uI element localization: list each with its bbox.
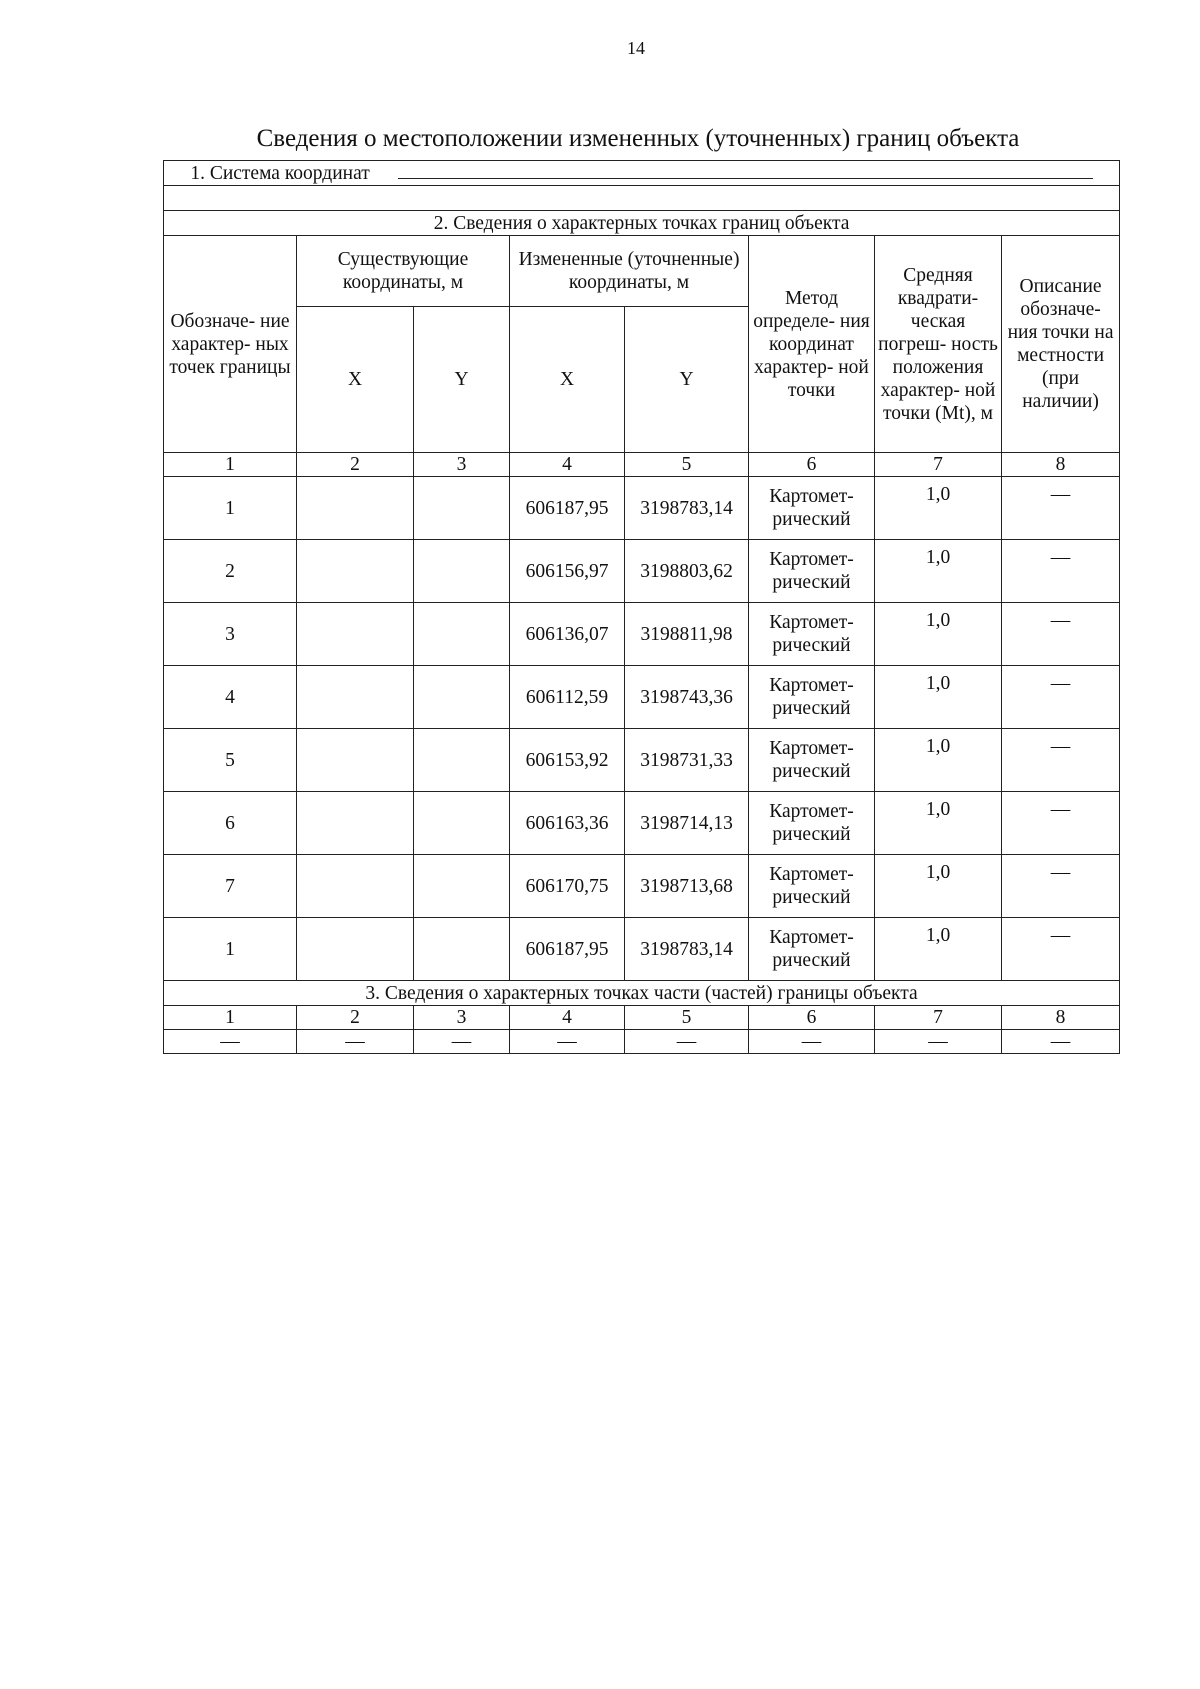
changed-x: 606153,92 <box>510 729 625 792</box>
page-number: 14 <box>627 38 645 58</box>
description-value: — <box>1002 666 1120 729</box>
method-value: Картомет- рический <box>749 729 875 792</box>
point-number: 1 <box>164 477 297 540</box>
changed-y: 3198803,62 <box>625 540 749 603</box>
existing-y <box>414 918 510 981</box>
changed-y: 3198731,33 <box>625 729 749 792</box>
description-value: — <box>1002 792 1120 855</box>
column-numbers-row <box>164 453 1120 477</box>
changed-x: 606156,97 <box>510 540 625 603</box>
column-number: 4 <box>510 453 625 477</box>
point-number: 2 <box>164 540 297 603</box>
description-value: — <box>1002 540 1120 603</box>
mt-value: 1,0 <box>875 792 1002 855</box>
existing-y <box>414 477 510 540</box>
point-number: 3 <box>164 603 297 666</box>
section-3-label: 3. Сведения о характерных точках части (частей) границы объекта <box>164 981 1120 1006</box>
header-mean-square-error: Средняя квадрати- ческая погреш- ность положения характер- ной точки (Mt), м <box>875 236 1002 453</box>
section-2-row <box>164 211 1120 236</box>
section-1-cell <box>164 161 1120 186</box>
existing-x <box>297 666 414 729</box>
section-3-value: — <box>749 1030 875 1054</box>
column-number: 1 <box>164 1006 297 1030</box>
section-3-value: — <box>625 1030 749 1054</box>
table-row <box>164 729 1120 792</box>
header-method: Метод определе- ния координат характер- ной точки <box>749 236 875 453</box>
column-number: 5 <box>625 453 749 477</box>
column-number: 8 <box>1002 1006 1120 1030</box>
column-number: 2 <box>297 453 414 477</box>
changed-x: 606163,36 <box>510 792 625 855</box>
column-number: 5 <box>625 1006 749 1030</box>
existing-x <box>297 477 414 540</box>
method-value: Картомет- рический <box>749 603 875 666</box>
column-number: 3 <box>414 1006 510 1030</box>
changed-y: 3198783,14 <box>625 918 749 981</box>
blank-cell <box>164 186 1120 211</box>
table-row <box>164 603 1120 666</box>
header-existing-coordinates: Существующие координаты, м <box>297 236 510 307</box>
mt-value: 1,0 <box>875 918 1002 981</box>
column-number: 2 <box>297 1006 414 1030</box>
header-existing-y: Y <box>414 307 510 453</box>
mt-value: 1,0 <box>875 855 1002 918</box>
existing-x <box>297 540 414 603</box>
section-3-column-numbers-row <box>164 1006 1120 1030</box>
section-3-value: — <box>875 1030 1002 1054</box>
existing-x <box>297 918 414 981</box>
changed-x: 606170,75 <box>510 855 625 918</box>
existing-y <box>414 855 510 918</box>
header-row <box>164 236 1120 307</box>
table-row <box>164 792 1120 855</box>
column-number: 6 <box>749 453 875 477</box>
point-number: 5 <box>164 729 297 792</box>
column-number: 7 <box>875 1006 1002 1030</box>
changed-x: 606187,95 <box>510 918 625 981</box>
description-value: — <box>1002 729 1120 792</box>
method-value: Картомет- рический <box>749 477 875 540</box>
section-2-label: 2. Сведения о характерных точках границ объекта <box>164 211 1120 236</box>
mt-value: 1,0 <box>875 666 1002 729</box>
point-number: 6 <box>164 792 297 855</box>
existing-y <box>414 666 510 729</box>
table-row <box>164 855 1120 918</box>
description-value: — <box>1002 855 1120 918</box>
description-value: — <box>1002 918 1120 981</box>
section-3-value: — <box>164 1030 297 1054</box>
changed-x: 606112,59 <box>510 666 625 729</box>
boundary-points-table <box>163 160 1120 1054</box>
method-value: Картомет- рический <box>749 792 875 855</box>
existing-x <box>297 603 414 666</box>
changed-y: 3198713,68 <box>625 855 749 918</box>
section-3-value: — <box>1002 1030 1120 1054</box>
existing-y <box>414 540 510 603</box>
existing-x <box>297 855 414 918</box>
header-changed-x: X <box>510 307 625 453</box>
section-1-row <box>164 161 1120 186</box>
changed-y: 3198743,36 <box>625 666 749 729</box>
mt-value: 1,0 <box>875 477 1002 540</box>
document-title: Сведения о местоположении измененных (уточненных) границ объекта <box>256 125 1020 152</box>
existing-y <box>414 792 510 855</box>
column-number: 7 <box>875 453 1002 477</box>
column-number: 6 <box>749 1006 875 1030</box>
changed-y: 3198811,98 <box>625 603 749 666</box>
table-row <box>164 477 1120 540</box>
table-row <box>164 540 1120 603</box>
header-point-designation: Обозначе- ние характер- ных точек границы <box>164 236 297 453</box>
mt-value: 1,0 <box>875 540 1002 603</box>
existing-y <box>414 603 510 666</box>
header-changed-coordinates: Измененные (уточненные) координаты, м <box>510 236 749 307</box>
column-number: 4 <box>510 1006 625 1030</box>
coordinate-system-line <box>398 162 1093 179</box>
description-value: — <box>1002 477 1120 540</box>
section-3-row <box>164 981 1120 1006</box>
column-number: 1 <box>164 453 297 477</box>
section-3-values-row <box>164 1030 1120 1054</box>
point-number: 1 <box>164 918 297 981</box>
point-number: 4 <box>164 666 297 729</box>
existing-x <box>297 729 414 792</box>
method-value: Картомет- рический <box>749 855 875 918</box>
method-value: Картомет- рический <box>749 918 875 981</box>
changed-x: 606187,95 <box>510 477 625 540</box>
section-3-value: — <box>510 1030 625 1054</box>
table-row <box>164 918 1120 981</box>
table-row <box>164 666 1120 729</box>
changed-y: 3198714,13 <box>625 792 749 855</box>
changed-y: 3198783,14 <box>625 477 749 540</box>
section-3-value: — <box>297 1030 414 1054</box>
mt-value: 1,0 <box>875 603 1002 666</box>
mt-value: 1,0 <box>875 729 1002 792</box>
changed-x: 606136,07 <box>510 603 625 666</box>
method-value: Картомет- рический <box>749 540 875 603</box>
column-number: 3 <box>414 453 510 477</box>
description-value: — <box>1002 603 1120 666</box>
existing-y <box>414 729 510 792</box>
header-changed-y: Y <box>625 307 749 453</box>
section-1-label: 1. Система координат <box>190 162 370 184</box>
column-number: 8 <box>1002 453 1120 477</box>
header-point-description: Описание обозначе- ния точки на местности (при наличии) <box>1002 236 1120 453</box>
section-3-value: — <box>414 1030 510 1054</box>
point-number: 7 <box>164 855 297 918</box>
header-existing-x: X <box>297 307 414 453</box>
method-value: Картомет- рический <box>749 666 875 729</box>
existing-x <box>297 792 414 855</box>
blank-row <box>164 186 1120 211</box>
